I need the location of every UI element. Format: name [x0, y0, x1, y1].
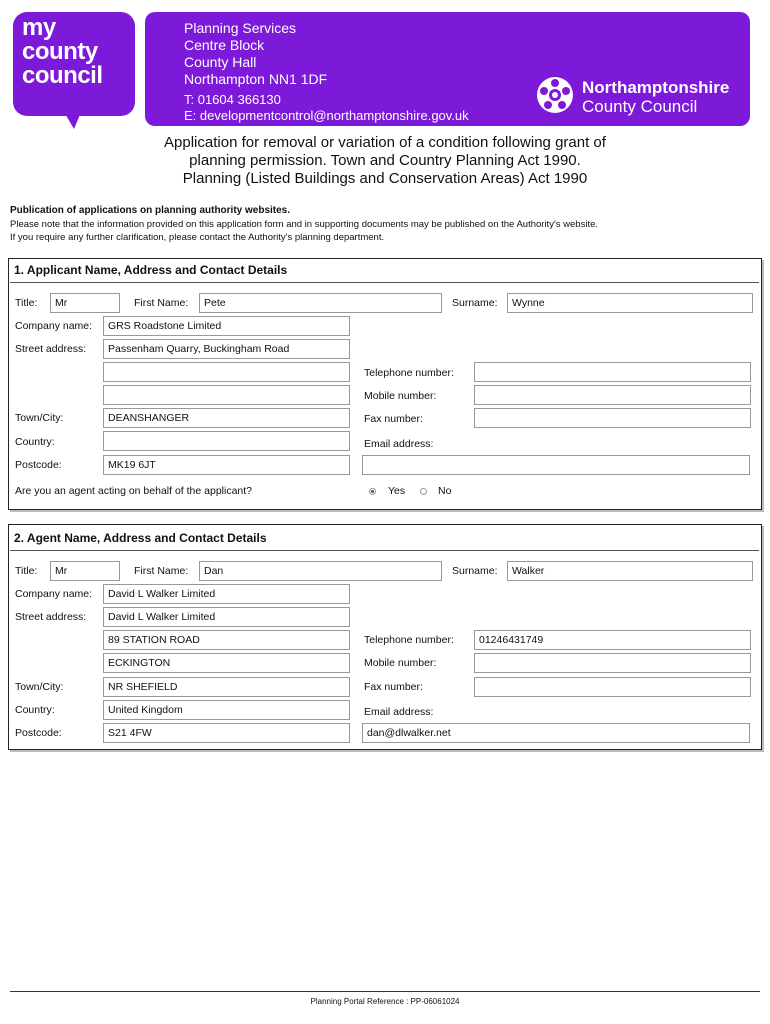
agent-heading: 2. Agent Name, Address and Contact Details [14, 531, 267, 545]
logo-speech-tail [60, 105, 84, 129]
publication-note-1: Please note that the information provided on this application form and in supporting documents may be published on the Authority's website. [10, 219, 599, 230]
section-divider [10, 282, 759, 283]
applicant-street-2-field[interactable] [103, 362, 350, 382]
agent-email-field[interactable]: dan@dlwalker.net [362, 723, 750, 743]
applicant-telephone-field[interactable] [474, 362, 751, 382]
label-first-name: First Name: [134, 565, 189, 577]
address-line-3: County Hall [184, 54, 257, 70]
footer-divider [10, 991, 760, 992]
label-mobile: Mobile number: [364, 390, 437, 402]
address-line-4: Northampton NN1 1DF [184, 71, 328, 87]
council-name-2: County Council [582, 97, 698, 116]
applicant-heading: 1. Applicant Name, Address and Contact Details [14, 263, 288, 277]
label-surname: Surname: [452, 297, 498, 309]
label-fax: Fax number: [364, 413, 423, 425]
logo-line-1: my [22, 14, 56, 41]
title-line-3: Planning (Listed Buildings and Conservation Areas) Act 1990 [182, 170, 588, 187]
applicant-company-field[interactable]: GRS Roadstone Limited [103, 316, 350, 336]
label-mobile: Mobile number: [364, 657, 437, 669]
agent-no-radio[interactable] [420, 488, 427, 495]
header-telephone: T: 01604 366130 [184, 92, 281, 107]
applicant-email-field[interactable] [362, 455, 750, 475]
logo-line-2: county [22, 38, 98, 65]
applicant-title-field[interactable]: Mr [50, 293, 120, 313]
title-line-2: planning permission. Town and Country Planning Act 1990. [189, 152, 581, 169]
label-surname: Surname: [452, 565, 498, 577]
agent-mobile-field[interactable] [474, 653, 751, 673]
agent-street-1-field[interactable]: David L Walker Limited [103, 607, 350, 627]
agent-no-label: No [438, 485, 452, 497]
label-town-city: Town/City: [15, 412, 64, 424]
agent-question: Are you an agent acting on behalf of the applicant? [15, 485, 253, 497]
label-email: Email address: [364, 438, 434, 450]
header-contact [184, 92, 469, 124]
applicant-fax-field[interactable] [474, 408, 751, 428]
applicant-town-field[interactable]: DEANSHANGER [103, 408, 350, 428]
publication-heading: Publication of applications on planning authority websites. [10, 205, 291, 216]
planning-portal-reference: Planning Portal Reference : PP-06061024 [310, 997, 460, 1006]
agent-title-field[interactable]: Mr [50, 561, 120, 581]
title-line-1: Application for removal or variation of a condition following grant of [164, 134, 606, 151]
address-line-2: Centre Block [184, 37, 265, 53]
label-country: Country: [15, 436, 55, 448]
label-title: Title: [15, 297, 38, 309]
planning-services-address [184, 20, 327, 88]
label-town-city: Town/City: [15, 681, 64, 693]
label-company-name: Company name: [15, 320, 93, 332]
label-telephone: Telephone number: [364, 634, 454, 646]
label-title: Title: [15, 565, 38, 577]
rose-emblem-icon [534, 74, 576, 116]
agent-surname-field[interactable]: Walker [507, 561, 753, 581]
agent-street-2-field[interactable]: 89 STATION ROAD [103, 630, 350, 650]
publication-note [10, 218, 598, 244]
logo-line-3: council [22, 62, 103, 89]
agent-postcode-field[interactable]: S21 4FW [103, 723, 350, 743]
label-first-name: First Name: [134, 297, 189, 309]
section-divider [10, 550, 759, 551]
publication-note-2: If you require any further clarification, please contact the Authority's planning department. [10, 232, 385, 243]
agent-fax-field[interactable] [474, 677, 751, 697]
agent-town-field[interactable]: NR SHEFIELD [103, 677, 350, 697]
label-telephone: Telephone number: [364, 367, 454, 379]
applicant-street-3-field[interactable] [103, 385, 350, 405]
applicant-first-name-field[interactable]: Pete [199, 293, 442, 313]
applicant-country-field[interactable] [103, 431, 350, 451]
council-name-1: Northamptonshire [582, 78, 730, 97]
label-street-address: Street address: [15, 343, 87, 355]
agent-first-name-field[interactable]: Dan [199, 561, 442, 581]
label-fax: Fax number: [364, 681, 423, 693]
header-email: E: developmentcontrol@northamptonshire.gov.uk [184, 108, 469, 123]
address-line-1: Planning Services [184, 20, 297, 36]
label-company-name: Company name: [15, 588, 93, 600]
applicant-street-1-field[interactable]: Passenham Quarry, Buckingham Road [103, 339, 350, 359]
label-country: Country: [15, 704, 55, 716]
applicant-mobile-field[interactable] [474, 385, 751, 405]
agent-yes-label: Yes [388, 485, 406, 497]
agent-company-field[interactable]: David L Walker Limited [103, 584, 350, 604]
agent-telephone-field[interactable]: 01246431749 [474, 630, 751, 650]
document-title [40, 134, 730, 188]
agent-street-3-field[interactable]: ECKINGTON [103, 653, 350, 673]
agent-country-field[interactable]: United Kingdom [103, 700, 350, 720]
label-postcode: Postcode: [15, 727, 62, 739]
agent-yes-radio[interactable] [369, 488, 376, 495]
applicant-surname-field[interactable]: Wynne [507, 293, 753, 313]
logo-text [22, 16, 132, 88]
label-postcode: Postcode: [15, 459, 62, 471]
applicant-postcode-field[interactable]: MK19 6JT [103, 455, 350, 475]
label-email: Email address: [364, 706, 434, 718]
label-street-address: Street address: [15, 611, 87, 623]
